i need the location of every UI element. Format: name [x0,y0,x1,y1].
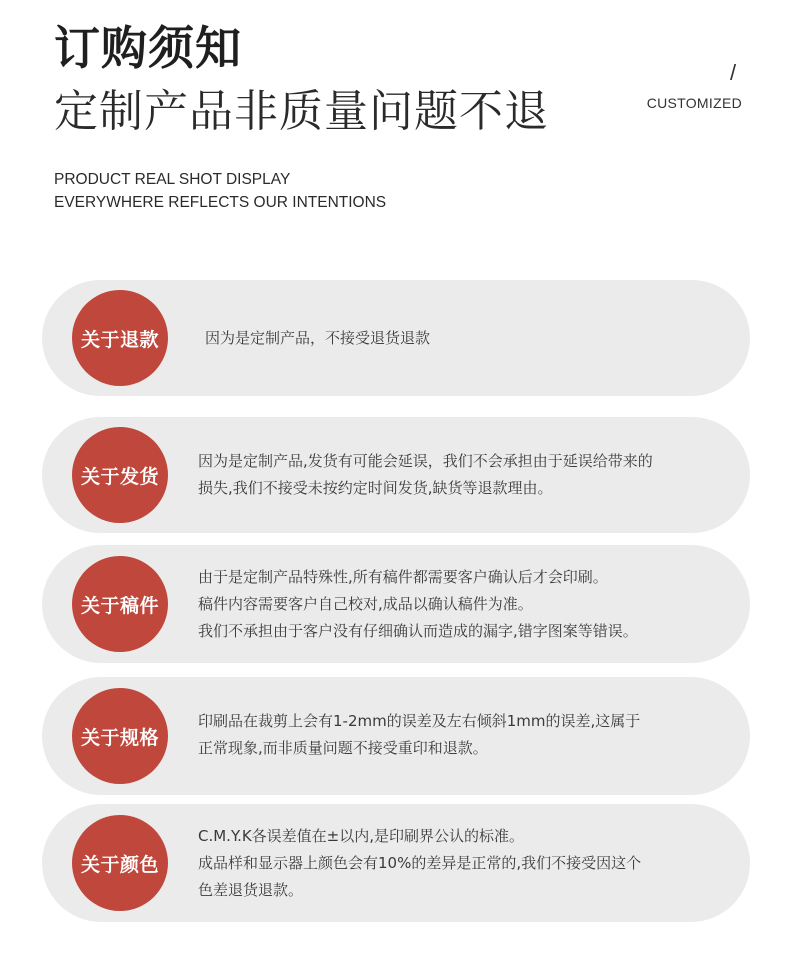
section-text [198,564,726,645]
notice-card-manuscript [42,545,750,663]
page-headline: 定制产品非质量问题不退 [54,86,549,137]
section-text [198,708,726,762]
notice-card-specification [42,677,750,795]
section-text [198,448,726,502]
text-line: 印刷品在裁剪上会有1-2mm的误差及左右倾斜1mm的误差,这属于 [198,712,641,730]
subtitle-line-2: EVERYWHERE REFLECTS OUR INTENTIONS [54,194,387,211]
text-line: C.M.Y.K各误差值在±以内,是印刷界公认的标准。 [198,827,525,845]
text-line: 因为是定制产品,发货有可能会延误，我们不会承担由于延误给带来的 [198,452,653,470]
notice-card-color [42,804,750,922]
section-badge: 关于规格 [72,688,168,784]
notice-card-refund [42,280,750,396]
slash-mark: / [730,60,737,85]
text-line: 我们不承担由于客户没有仔细确认而造成的漏字,错字图案等错误。 [198,622,638,640]
section-text [205,325,726,352]
customized-tag: CUSTOMIZED [646,95,742,111]
text-line: 成品样和显示器上颜色会有10%的差异是正常的,我们不接受因这个 [198,854,642,872]
notice-card-shipping [42,417,750,533]
text-line: 损失,我们不接受未按约定时间发货,缺货等退款理由。 [198,479,553,497]
text-line: 因为是定制产品，不接受退货退款 [205,329,431,347]
text-line: 色差退货退款。 [198,881,304,899]
text-line: 稿件内容需要客户自己校对,成品以确认稿件为准。 [198,595,533,613]
section-badge: 关于颜色 [72,815,168,911]
page-title: 订购须知 [54,21,242,75]
section-badge: 关于发货 [72,427,168,523]
subtitle-line-1: PRODUCT REAL SHOT DISPLAY [54,171,291,188]
section-badge: 关于稿件 [72,556,168,652]
section-text [198,823,726,904]
section-badge: 关于退款 [72,290,168,386]
text-line: 由于是定制产品特殊性,所有稿件都需要客户确认后才会印刷。 [198,568,608,586]
text-line: 正常现象,而非质量问题不接受重印和退款。 [198,739,488,757]
